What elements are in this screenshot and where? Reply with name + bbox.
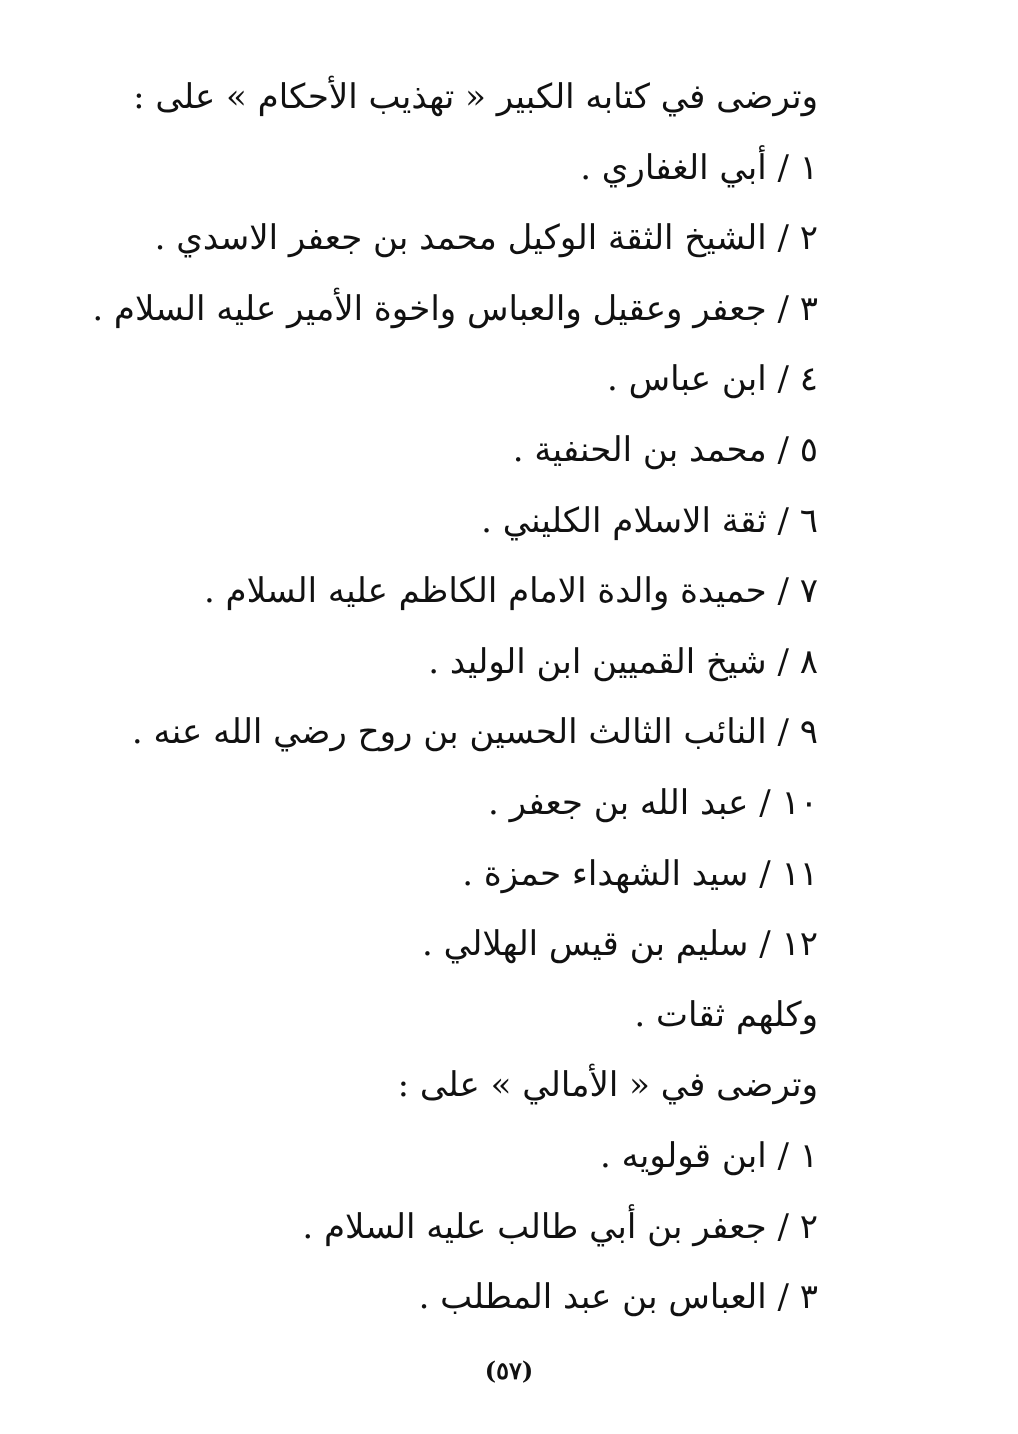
list-item: ٧ / حميدة والدة الامام الكاظم عليه السلام . — [203, 571, 818, 612]
conclusion-line: وكلهم ثقات . — [634, 994, 818, 1035]
list-item: ٣ / العباس بن عبد المطلب . — [418, 1277, 818, 1318]
list-item: ١ / أبي الغفاري . — [580, 147, 818, 188]
list-item: ١٢ / سليم بن قيس الهلالي . — [422, 924, 818, 965]
list-item: ١ / ابن قولويه . — [600, 1135, 818, 1176]
list-item: ٩ / النائب الثالث الحسين بن روح رضي الله عنه . — [131, 712, 818, 753]
list-item: ٢ / الشيخ الثقة الوكيل محمد بن جعفر الاسدي . — [154, 218, 818, 259]
intro-amali-line: وترضى في « الأمالي » على : — [397, 1065, 818, 1106]
intro-tahdhib-line: وترضى في كتابه الكبير « تهذيب الأحكام » على : — [133, 77, 818, 117]
page-number: (٥٧) — [484, 1356, 534, 1385]
page-body — [92, 62, 818, 1333]
list-item: ٥ / محمد بن الحنفية . — [512, 429, 818, 470]
list-item: ٨ / شيخ القميين ابن الوليد . — [428, 641, 818, 682]
list-item: ١٠ / عبد الله بن جعفر . — [487, 782, 818, 823]
list-item: ١١ / سيد الشهداء حمزة . — [462, 853, 818, 894]
list-item: ٢ / جعفر بن أبي طالب عليه السلام . — [302, 1206, 818, 1247]
list-item: ٣ / جعفر وعقيل والعباس واخوة الأمير عليه السلام . — [92, 288, 818, 329]
list-item: ٤ / ابن عباس . — [607, 359, 818, 400]
list-item: ٦ / ثقة الاسلام الكليني . — [481, 500, 818, 541]
